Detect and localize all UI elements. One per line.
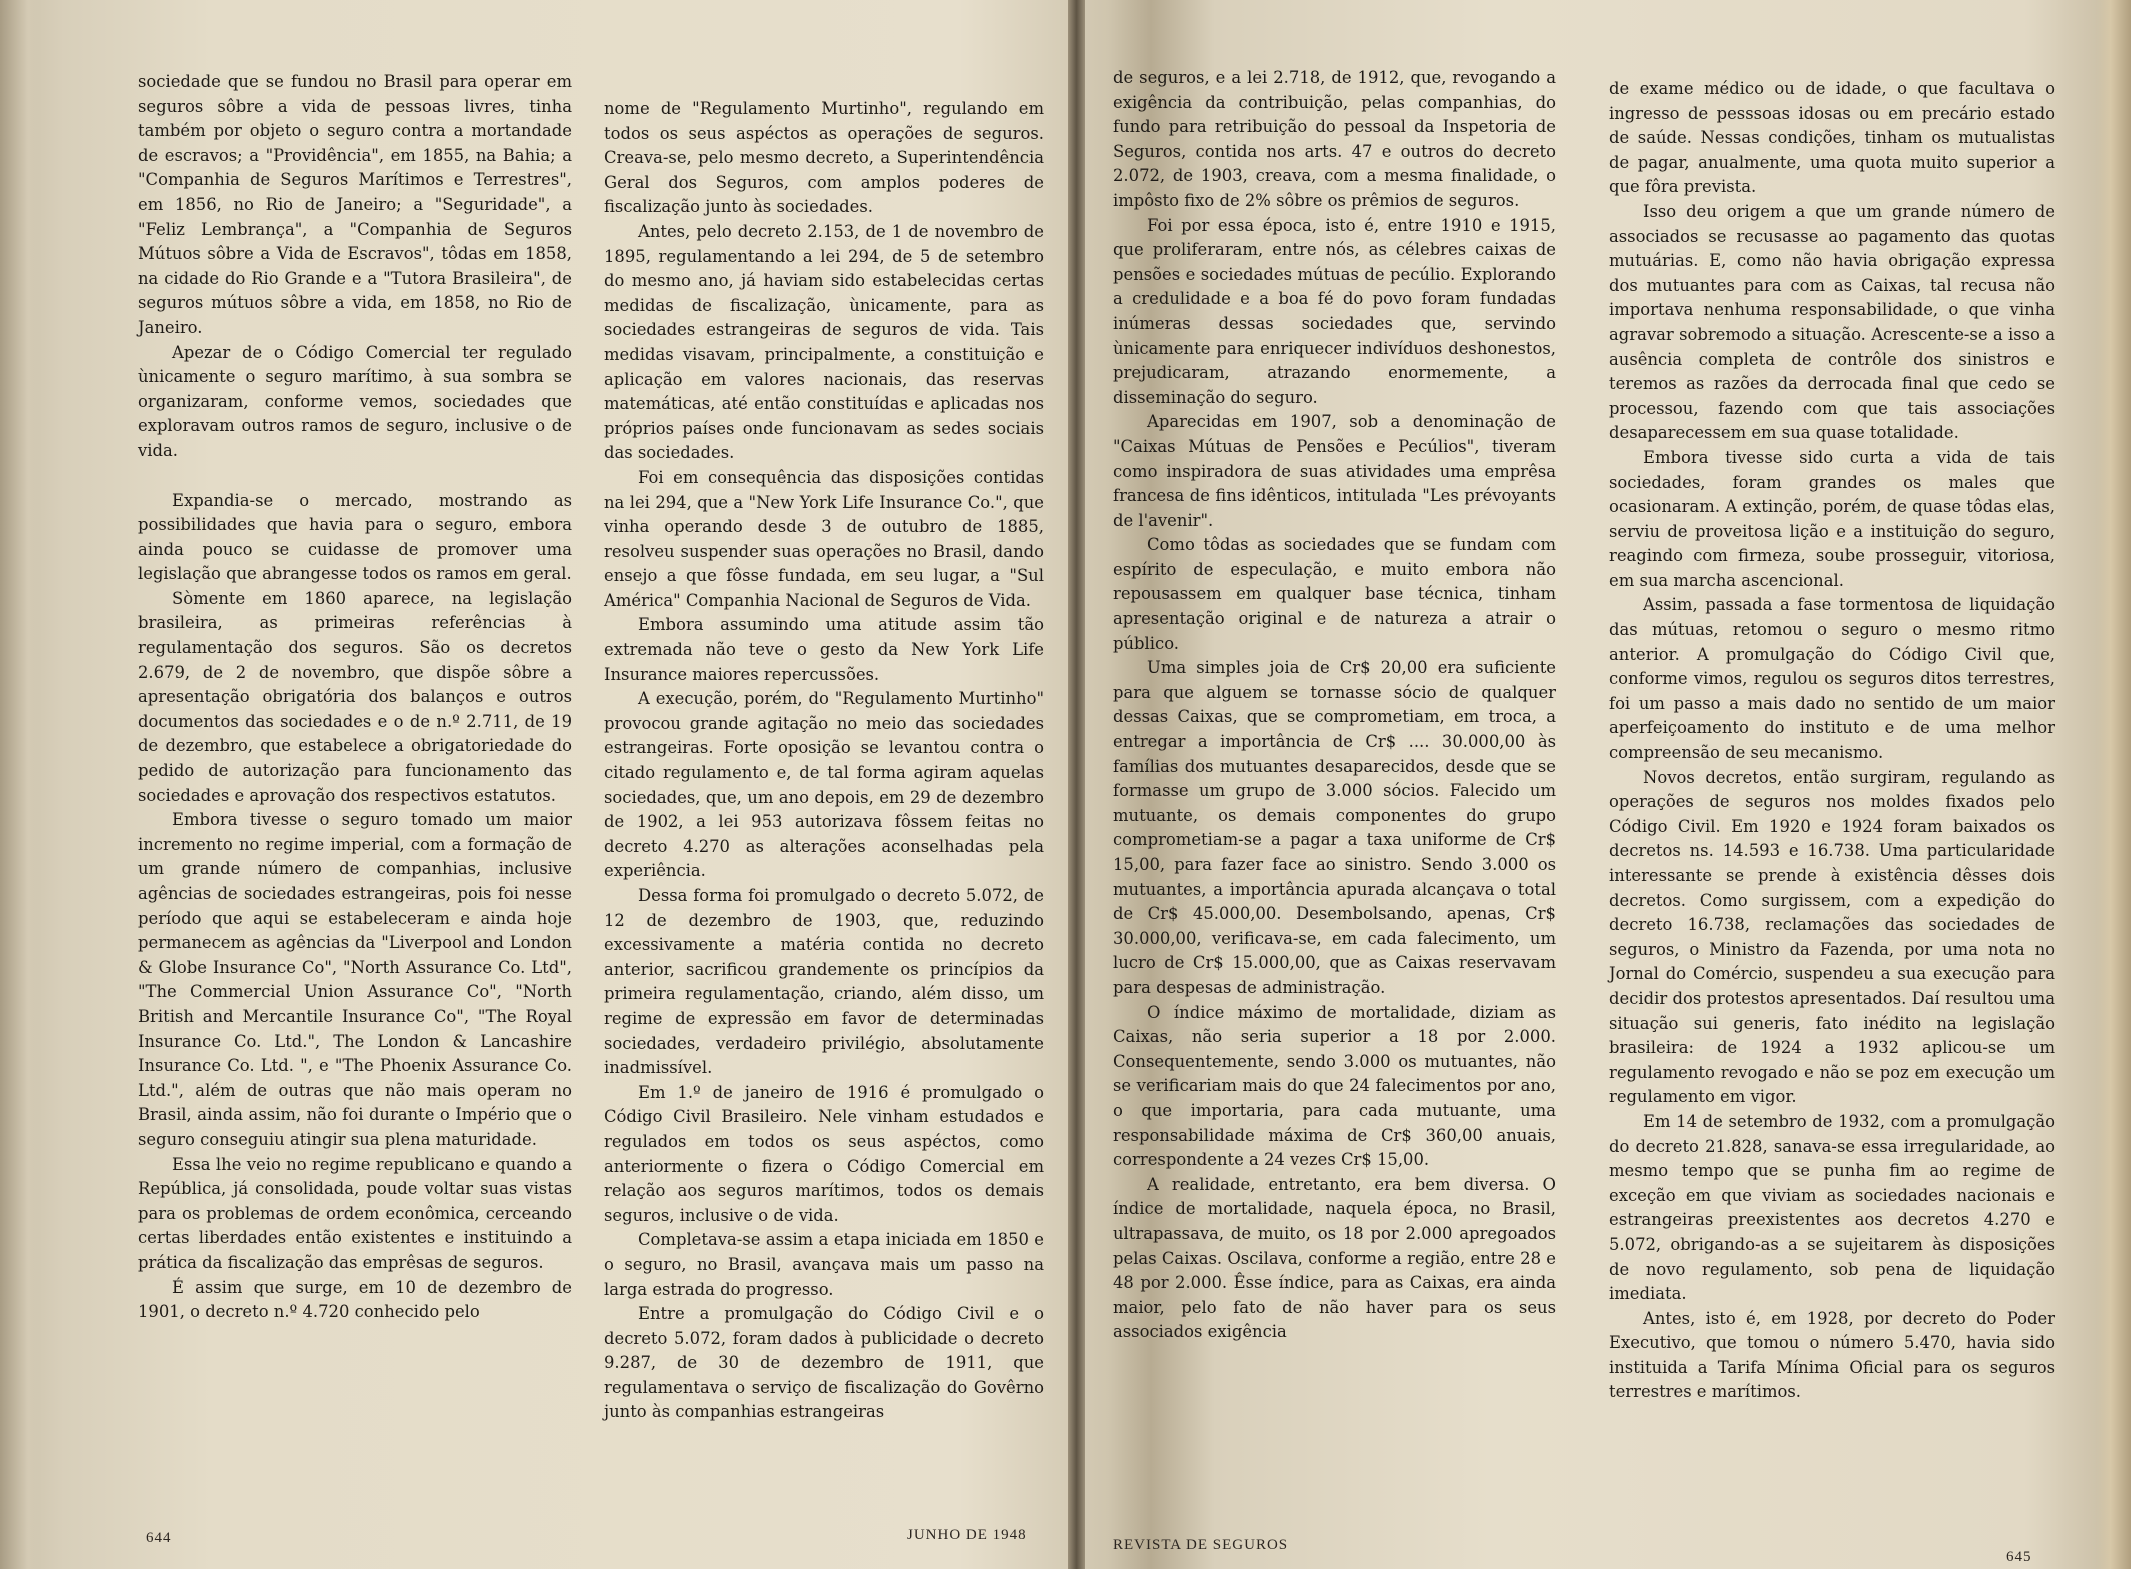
paragraph: Em 14 de setembro de 1932, com a promulgação do decreto 21.828, sanava-se essa irregularidade, ao mesmo tempo que se punha fim ao regime de exceção em que viviam as sociedades nacionais e estrangeiras preexistentes aos decretos 4.270 e 5.072, obrigando-as a se sujeitarem às disposições de novo regulamento, sob pena de liquidação imediata.: [1609, 1111, 2055, 1304]
paragraph: A execução, porém, do "Regulamento Murtinho" provocou grande agitação no meio das sociedades estrangeiras. Forte oposição se levantou contra o citado regulamento e, de tal forma agiram aquelas sociedades, que, um ano depois, em 29 de dezembro de 1902, a lei 953 autorizava fôssem feitas no decreto 4.270 as alterações aconselhadas pela experiência.: [604, 689, 1044, 881]
column-1: [138, 70, 572, 1325]
paragraph: Foi por essa época, isto é, entre 1910 e 1915, que proliferaram, entre nós, as célebres caixas de pensões e sociedades mútuas de pecúlio. Explorando a credulidade e a boa fé do povo foram fundadas inúmeras dessas sociedades que, servindo ùnicamente para enriquecer indivíduos deshonestos, prejudicaram, atrazando enormemente, a disseminação do seguro.: [1113, 215, 1556, 407]
paragraph: Embora assumindo uma atitude assim tão extremada não teve o gesto da New York Life Insurance maiores repercussões.: [604, 615, 1044, 684]
paragraph: sociedade que se fundou no Brasil para operar em seguros sôbre a vida de pessoas livres, tinha também por objeto o seguro contra a mortandade de escravos; a "Providência", em 1855, na Bahia; a "Companhia de Seguros Marítimos e Terrestres", em 1856, no Rio de Janeiro; a "Seguridade", a "Feliz Lembrança", a "Companhia de Seguros Mútuos sôbre a Vida de Escravos", tôdas em 1858, na cidade do Rio Grande e a "Tutora Brasileira", de seguros mútuos sôbre a vida, em 1858, no Rio de Janeiro.: [138, 72, 572, 337]
column-4: [1609, 77, 2055, 1405]
column-2: [604, 97, 1044, 1425]
paragraph: O índice máximo de mortalidade, diziam as Caixas, não seria superior a 18 por 2.000. Consequentemente, sendo 3.000 os mutuantes, não se verificariam mais do que 24 falecimentos por ano, o que importaria, para cada mutuante, uma responsabilidade máxima de Cr$ 360,00 anuais, correspondente a 24 vezes Cr$ 15,00.: [1113, 1002, 1556, 1170]
paragraph: Entre a promulgação do Código Civil e o decreto 5.072, foram dados à publicidade o decreto 9.287, de 30 de dezembro de 1911, que regulamentava o serviço de fiscalização do Govêrno junto às companhias estrangeiras: [604, 1304, 1044, 1422]
page-number-left: 644: [146, 1530, 172, 1546]
paragraph: Expandia-se o mercado, mostrando as possibilidades que havia para o seguro, embora ainda pouco se cuidasse de promover uma legislação que abrangesse todos os ramos em geral.: [138, 490, 572, 584]
paragraph: Aparecidas em 1907, sob a denominação de "Caixas Mútuas de Pensões e Pecúlios", tiveram como inspiradora de suas atividades uma emprêsa francesa de fins idênticos, intitulada "Les prévoyants de l'avenir".: [1113, 412, 1556, 530]
paragraph: Apezar de o Código Comercial ter regulado ùnicamente o seguro marítimo, à sua sombra se organizaram, conforme vemos, sociedades que exploravam outros ramos de seguro, inclusive o de vida.: [138, 342, 572, 460]
running-footer-date: JUNHO DE 1948: [907, 1527, 1027, 1543]
paragraph: Essa lhe veio no regime republicano e quando a República, já consolidada, poude voltar suas vistas para os problemas de ordem econômica, cerceando certas liberdades então existentes e instituindo a prática da fiscalização das emprêsas de seguros.: [138, 1154, 572, 1272]
page-number-right: 645: [2006, 1549, 2032, 1565]
paragraph: nome de "Regulamento Murtinho", regulando em todos os seus aspéctos as operações de seguros. Creava-se, pelo mesmo decreto, a Superintendência Geral dos Seguros, com amplos poderes de fiscalização junto às sociedades.: [604, 99, 1044, 217]
paragraph: de exame médico ou de idade, o que facultava o ingresso de pesssoas idosas ou em precário estado de saúde. Nessas condições, tinham os mutualistas de pagar, anualmente, uma quota muito superior a que fôra prevista.: [1609, 79, 2055, 197]
paragraph: Uma simples joia de Cr$ 20,00 era suficiente para que alguem se tornasse sócio de qualquer dessas Caixas, que se comprometiam, em troca, a entregar a importância de Cr$ .... 30.000,00 às famílias dos mutuantes desaparecidos, desde que se formasse um grupo de 3.000 sócios. Falecido um mutuante, os demais componentes do grupo comprometiam-se a pagar a taxa uniforme de Cr$ 15,00, para fazer face ao sinistro. Sendo 3.000 os mutuantes, a importância apurada alcançava o total de Cr$ 45.000,00. Desembolsando, apenas, Cr$ 30.000,00, verificava-se, em cada falecimento, um lucro de Cr$ 15.000,00, que as Caixas reservavam para despesas de administração.: [1113, 658, 1556, 997]
paragraph: Completava-se assim a etapa iniciada em 1850 e o seguro, no Brasil, avançava mais um passo na larga estrada do progresso.: [604, 1230, 1044, 1299]
paragraph: Em 1.º de janeiro de 1916 é promulgado o Código Civil Brasileiro. Nele vinham estudados e regulados em todos os seus aspéctos, como anteriormente o fizera o Código Comercial em relação aos seguros marítimos, todos os demais seguros, inclusive o de vida.: [604, 1082, 1044, 1225]
paragraph: Foi em consequência das disposições contidas na lei 294, que a "New York Life Insurance Co.", que vinha operando desde 3 de outubro de 1885, resolveu suspender suas operações no Brasil, dando ensejo a que fôsse fundada, em seu lugar, a "Sul América" Companhia Nacional de Seguros de Vida.: [604, 467, 1044, 610]
paragraph: Embora tivesse o seguro tomado um maior incremento no regime imperial, com a formação de um grande número de companhias, inclusive agências de sociedades estrangeiras, pois foi nesse período que aqui se estabeleceram e ainda hoje permanecem as agências da "Liverpool and London & Globe Insurance Co", "North Assurance Co. Ltd", "The Commercial Union Assurance Co", "North British and Mercantile Insurance Co", "The Royal Insurance Co. Ltd.", The London & Lancashire Insurance Co. Ltd. ", e "The Phoenix Assurance Co. Ltd.", além de outras que não mais operam no Brasil, ainda assim, não foi durante o Império que o seguro conseguiu atingir sua plena maturidade.: [138, 810, 572, 1149]
paragraph: Antes, pelo decreto 2.153, de 1 de novembro de 1895, regulamentando a lei 294, de 5 de setembro do mesmo ano, já haviam sido estabelecidas certas medidas de fiscalização, ùnicamente, para as sociedades estrangeiras de seguros de vida. Tais medidas visavam, principalmente, a constituição e aplicação em valores nacionais, das reservas matemáticas, até então constituídas e aplicadas nos próprios países onde funcionavam as sedes sociais das sociedades.: [604, 221, 1044, 463]
paragraph: Assim, passada a fase tormentosa de liquidação das mútuas, retomou o seguro o mesmo ritmo anterior. A promulgação do Código Civil que, conforme vimos, regulou os seguros ditos terrestres, foi um passo a mais dado no sentido de um maior aperfeiçoamento do instituto e de uma melhor compreensão de seu mecanismo.: [1609, 595, 2055, 763]
paragraph: É assim que surge, em 10 de dezembro de 1901, o decreto n.º 4.720 conhecido pelo: [138, 1277, 572, 1322]
book-gutter: [1068, 0, 1085, 1569]
paragraph: Embora tivesse sido curta a vida de tais sociedades, foram grandes os males que ocasionaram. A extinção, porém, de quase tôdas elas, serviu de proveitosa lição e a instituição do seguro, reagindo com firmeza, soube prosseguir, vitoriosa, em sua marcha ascencional.: [1609, 447, 2055, 590]
page-edge-left: [0, 0, 40, 1569]
column-3: [1113, 66, 1556, 1345]
paragraph: Sòmente em 1860 aparece, na legislação brasileira, as primeiras referências à regulamentação dos seguros. São os decretos 2.679, de 2 de novembro, que dispõe sôbre a apresentação obrigatória dos balanços e outros documentos das sociedades e o de n.º 2.711, de 19 de dezembro, que estabelece a obrigatoriedade do pedido de autorização para funcionamento das sociedades e aprovação dos respectivos estatutos.: [138, 588, 572, 805]
paragraph: de seguros, e a lei 2.718, de 1912, que, revogando a exigência da contribuição, pelas companhias, do fundo para retribuição do pessoal da Inspetoria de Seguros, contida nos arts. 47 e outros do decreto 2.072, de 1903, creava, com a mesma finalidade, o impôsto fixo de 2% sôbre os prêmios de seguros.: [1113, 68, 1556, 210]
right-page: [1085, 0, 2131, 1569]
paragraph: Isso deu origem a que um grande número de associados se recusasse ao pagamento das quotas mutuárias. E, como não havia obrigação expressa dos mutuantes para com as Caixas, tal recusa não importava nenhuma responsabilidade, o que vinha agravar sobremodo a situação. Acrescente-se a isso a ausência completa de contrôle dos sinistros e teremos as razões da derrocada final que cedo se processou, fazendo com que tais associações desaparecessem em sua quase totalidade.: [1609, 201, 2055, 443]
paragraph: Dessa forma foi promulgado o decreto 5.072, de 12 de dezembro de 1903, que, reduzindo excessivamente a matéria contida no decreto anterior, sacrificou grandemente os princípios da primeira regulamentação, criando, além disso, um regime de expressão em favor de determinadas sociedades, verdadeiro privilégio, absolutamente inadmissível.: [604, 886, 1044, 1078]
paragraph: Antes, isto é, em 1928, por decreto do Poder Executivo, que tomou o número 5.470, havia sido instituida a Tarifa Mínima Oficial para os seguros terrestres e marítimos.: [1609, 1308, 2055, 1402]
running-footer-title: REVISTA DE SEGUROS: [1113, 1537, 1289, 1553]
paragraph: Como tôdas as sociedades que se fundam com espírito de especulação, e muito embora não repousassem em qualquer base técnica, tinham apresentação original e de natureza a atrair o público.: [1113, 535, 1556, 653]
paragraph: Novos decretos, então surgiram, regulando as operações de seguros nos moldes fixados pelo Código Civil. Em 1920 e 1924 foram baixados os decretos ns. 14.593 e 16.738. Uma particularidade interessante se prende à existência dêsses dois decretos. Como surgissem, com a expedição do decreto 16.738, reclamações das sociedades de seguros, o Ministro da Fazenda, por uma nota no Jornal do Comércio, suspendeu a sua execução para decidir dos protestos apresentados. Daí resultou uma situação sui generis, fato inédito na legislação brasileira: de 1924 a 1932 aplicou-se um regulamento revogado e não se poz em execução um regulamento em vigor.: [1609, 767, 2055, 1107]
paragraph: A realidade, entretanto, era bem diversa. O índice de mortalidade, naquela época, no Brasil, ultrapassava, de muito, os 18 por 2.000 apregoados pelas Caixas. Oscilava, conforme a região, entre 28 e 48 por 2.000. Êsse índice, para as Caixas, era ainda maior, pelo fato de não haver para os seus associados exigência: [1113, 1174, 1556, 1342]
page-edge-right: [2097, 0, 2131, 1569]
